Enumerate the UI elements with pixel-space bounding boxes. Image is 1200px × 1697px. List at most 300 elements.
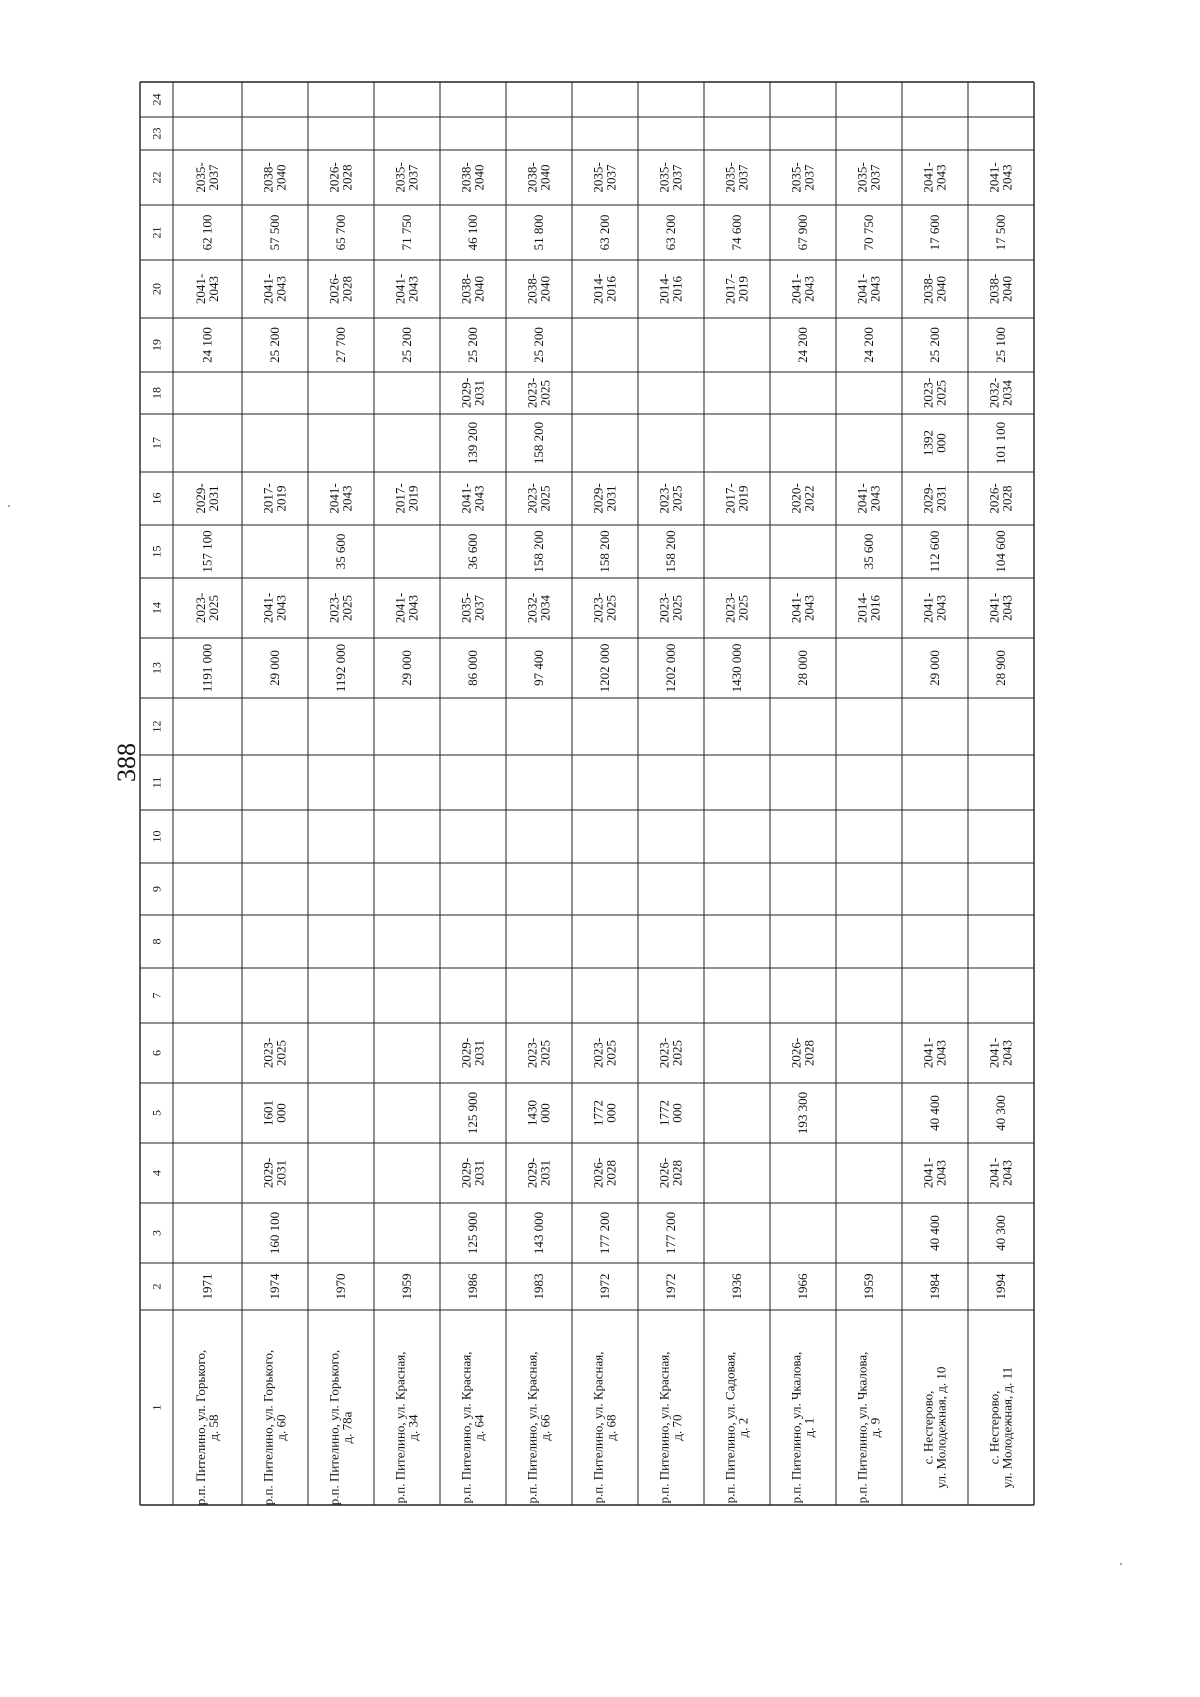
value-cell-line: 25 200 xyxy=(927,327,942,363)
value-cell-line: 1202 000 xyxy=(663,643,678,693)
value-cell-line: 2043 xyxy=(405,276,421,302)
value-cell-line: 2023- xyxy=(656,1037,672,1069)
value-cell-line: 2031 xyxy=(933,485,949,512)
year-cell xyxy=(200,1274,215,1300)
value-cell-line: 2031 xyxy=(537,1160,553,1186)
value-cell xyxy=(525,1158,553,1188)
value-cell xyxy=(525,378,553,408)
address-cell-line: д. 68 xyxy=(603,1414,619,1441)
value-cell-line: 2037 xyxy=(801,164,817,191)
value-cell xyxy=(525,483,553,513)
value-cell-line: 2040 xyxy=(933,276,949,302)
address-cell-line: д. 70 xyxy=(669,1414,685,1441)
value-cell xyxy=(193,274,221,304)
value-cell-line: 2041- xyxy=(986,1157,1002,1189)
column-number-line: 9 xyxy=(149,886,164,892)
value-cell-line: 2026- xyxy=(986,483,1002,514)
value-cell-line: 2025 xyxy=(669,485,685,512)
column-number-line: 17 xyxy=(149,437,164,449)
value-cell-line: 2028 xyxy=(669,1160,685,1186)
value-cell-line: 2025 xyxy=(537,380,553,406)
year-cell xyxy=(795,1273,810,1300)
value-cell-line: 2029- xyxy=(458,377,474,409)
column-number-line: 24 xyxy=(149,93,164,106)
value-cell xyxy=(855,274,883,304)
year-cell-line: 1972 xyxy=(597,1273,612,1300)
value-cell xyxy=(465,422,480,464)
value-cell-line: 2020- xyxy=(788,483,804,514)
value-cell-line: 2040 xyxy=(537,164,553,191)
address-cell xyxy=(525,1352,553,1504)
column-number xyxy=(150,993,164,999)
value-cell-line: 2032- xyxy=(986,377,1002,409)
value-cell xyxy=(591,483,619,513)
column-number xyxy=(150,172,164,184)
value-cell-line: 71 750 xyxy=(399,214,414,251)
column-number-line: 22 xyxy=(149,171,164,184)
address-cell-line: р.п. Пителино, ул. Красная, xyxy=(524,1351,540,1504)
address-cell xyxy=(921,1367,949,1489)
value-cell-line: 2034 xyxy=(537,595,553,621)
value-cell-line: 86 000 xyxy=(465,650,480,686)
value-cell-line: 25 100 xyxy=(993,327,1008,363)
value-cell-line: 74 600 xyxy=(729,214,744,251)
value-cell xyxy=(657,593,685,623)
address-cell-line: р.п. Пителино, ул. Горького, xyxy=(260,1349,276,1506)
value-cell-line: 2025 xyxy=(339,595,355,621)
value-cell-line: 2023- xyxy=(920,377,936,409)
value-cell xyxy=(657,483,685,513)
value-cell-line: 2028 xyxy=(603,1160,619,1186)
column-number xyxy=(150,602,164,614)
value-cell-line: 193 300 xyxy=(795,1091,810,1135)
value-cell-line: 62 100 xyxy=(199,214,215,251)
column-number-line: 19 xyxy=(149,339,164,351)
value-cell-line: 2031 xyxy=(471,380,487,406)
year-cell-line: 1936 xyxy=(729,1273,744,1300)
value-cell xyxy=(657,1100,685,1126)
value-cell xyxy=(861,534,876,570)
value-cell-line: 17 600 xyxy=(927,214,942,251)
value-cell-line: 40 400 xyxy=(927,1215,942,1251)
value-cell xyxy=(987,483,1015,513)
value-cell xyxy=(591,1038,619,1068)
value-cell-line: 70 750 xyxy=(861,214,876,251)
value-cell xyxy=(261,1038,289,1068)
value-cell-line: 2043 xyxy=(273,595,289,621)
value-cell-line: 2014- xyxy=(656,273,672,305)
value-cell-line: 112 600 xyxy=(927,530,942,573)
column-number xyxy=(150,721,164,733)
value-cell-line: 1191 000 xyxy=(199,643,215,693)
year-cell-line: 1986 xyxy=(465,1273,480,1300)
value-cell xyxy=(261,593,289,623)
value-cell xyxy=(531,327,546,363)
value-cell-line: 177 200 xyxy=(663,1211,678,1255)
value-cell-line: 1601 xyxy=(260,1100,276,1126)
address-cell-line: ул. Молодежная, д. 10 xyxy=(933,1366,949,1489)
value-cell xyxy=(393,162,421,192)
value-cell xyxy=(327,162,355,192)
value-cell-line: 1392 xyxy=(920,430,936,456)
value-cell-line: 177 200 xyxy=(597,1211,612,1255)
value-cell-line: 1772 xyxy=(656,1100,672,1126)
column-number-line: 15 xyxy=(149,545,164,558)
address-cell xyxy=(855,1352,883,1504)
column-number xyxy=(150,1110,164,1116)
value-cell xyxy=(525,593,553,623)
column-number-line: 3 xyxy=(149,1230,164,1236)
year-cell-line: 1994 xyxy=(993,1273,1008,1300)
address-cell-line: р.п. Пителино, ул. Горького, xyxy=(326,1349,342,1506)
value-cell xyxy=(261,1158,289,1188)
address-cell-line: р.п. Пителино, ул. Горького, xyxy=(193,1349,208,1506)
year-cell xyxy=(993,1273,1008,1300)
value-cell-line: 2029- xyxy=(260,1157,276,1189)
value-cell xyxy=(591,162,619,192)
value-cell-line: 2038- xyxy=(458,162,474,193)
value-cell-line: 25 200 xyxy=(531,327,546,363)
value-cell-line: 2035- xyxy=(788,162,804,193)
column-number xyxy=(150,1405,164,1411)
value-cell-line: 2041- xyxy=(326,483,342,514)
value-cell xyxy=(465,327,480,363)
value-cell-line: 35 600 xyxy=(861,533,876,570)
value-cell-line: 2035- xyxy=(590,162,606,193)
value-cell-line: 1430 xyxy=(524,1100,540,1126)
column-number xyxy=(150,283,164,295)
value-cell xyxy=(927,1215,942,1251)
value-cell-line: 2041- xyxy=(193,273,208,305)
value-cell-line: 2025 xyxy=(206,595,221,621)
year-cell xyxy=(465,1273,480,1300)
value-cell xyxy=(861,327,876,363)
address-cell-line: р.п. Пителино, ул. Красная, xyxy=(590,1351,606,1504)
value-cell xyxy=(459,378,487,408)
value-cell-line: 2037 xyxy=(867,164,883,191)
value-cell xyxy=(987,378,1015,408)
value-cell xyxy=(723,593,751,623)
value-cell xyxy=(921,274,949,304)
value-cell-line: 2040 xyxy=(273,164,289,191)
address-cell xyxy=(789,1352,817,1504)
value-cell xyxy=(200,530,215,572)
value-cell xyxy=(267,215,282,251)
column-number-line: 11 xyxy=(149,776,164,789)
value-cell xyxy=(200,215,215,251)
address-cell-line: д. 64 xyxy=(471,1414,487,1441)
value-cell-line: 158 200 xyxy=(531,530,546,573)
year-cell-line: 1959 xyxy=(399,1273,414,1300)
value-cell-line: 51 800 xyxy=(531,214,546,251)
value-cell-line: 1772 xyxy=(590,1100,606,1126)
value-cell-line: 2031 xyxy=(471,1040,487,1066)
value-cell xyxy=(459,1158,487,1188)
year-cell-line: 1970 xyxy=(333,1273,348,1300)
value-cell-line: 2025 xyxy=(603,1040,619,1066)
address-cell-line: р.п. Пителино, ул. Садовая, xyxy=(722,1351,738,1504)
column-number xyxy=(150,227,164,239)
value-cell xyxy=(789,162,817,192)
value-cell xyxy=(267,650,282,686)
value-cell-line: 2043 xyxy=(206,276,221,302)
value-cell-line: 2014- xyxy=(854,592,870,624)
year-cell-line: 1972 xyxy=(663,1273,678,1300)
value-cell-line: 40 400 xyxy=(927,1095,942,1131)
value-cell-line: 000 xyxy=(603,1103,619,1123)
value-cell xyxy=(921,1158,949,1188)
value-cell-line: 2029- xyxy=(590,483,606,514)
value-cell-line: 2043 xyxy=(933,1040,949,1066)
value-cell-line: 2041- xyxy=(854,483,870,514)
value-cell xyxy=(525,1038,553,1068)
value-cell-line: 2016 xyxy=(603,276,619,302)
value-cell xyxy=(993,215,1008,251)
column-number xyxy=(150,886,164,892)
value-cell-line: 2041- xyxy=(986,162,1002,193)
value-cell xyxy=(921,430,949,456)
address-cell-line: с. Нестерово, xyxy=(986,1390,1002,1465)
value-cell xyxy=(723,274,751,304)
value-cell-line: 2040 xyxy=(471,276,487,302)
value-cell-line: 36 600 xyxy=(465,533,480,570)
value-cell-line: 2043 xyxy=(933,164,949,191)
value-cell-line: 2035- xyxy=(193,162,208,193)
value-cell-line: 2038- xyxy=(986,273,1002,305)
year-cell xyxy=(597,1274,612,1300)
value-cell-line: 2038- xyxy=(524,162,540,193)
value-cell-line: 2041- xyxy=(260,592,276,624)
column-number xyxy=(150,1050,164,1056)
value-cell xyxy=(993,1215,1008,1251)
address-cell-line: д. 60 xyxy=(273,1414,289,1441)
address-cell-line: д. 9 xyxy=(867,1417,883,1438)
value-cell xyxy=(459,593,487,623)
column-number-line: 5 xyxy=(149,1110,164,1116)
value-cell xyxy=(723,483,751,513)
column-number xyxy=(150,128,164,140)
value-cell xyxy=(459,483,487,513)
value-cell xyxy=(193,162,221,192)
value-cell-line: 2041- xyxy=(788,592,804,624)
value-cell-line: 2035- xyxy=(854,162,870,193)
value-cell xyxy=(193,483,221,513)
value-cell xyxy=(987,274,1015,304)
value-cell xyxy=(393,483,421,513)
value-cell xyxy=(927,327,942,363)
value-cell-line: 2043 xyxy=(405,595,421,621)
value-cell xyxy=(663,530,678,572)
value-cell-line: 2035- xyxy=(392,162,408,193)
value-cell-line: 2041- xyxy=(920,1037,936,1069)
value-cell-line: 158 200 xyxy=(597,530,612,573)
value-cell xyxy=(657,1158,685,1188)
value-cell xyxy=(795,215,810,251)
value-cell xyxy=(663,215,678,251)
value-cell-line: 2041- xyxy=(986,1037,1002,1069)
column-number xyxy=(150,1284,164,1290)
page-number: 388 xyxy=(112,743,141,782)
value-cell-line: 97 400 xyxy=(531,650,546,686)
value-cell-line: 2016 xyxy=(669,276,685,302)
column-number-line: 8 xyxy=(149,938,164,945)
value-cell-line: 2017- xyxy=(392,483,408,514)
year-cell xyxy=(663,1274,678,1300)
value-cell xyxy=(399,327,414,363)
value-cell-line: 2038- xyxy=(458,273,474,305)
value-cell xyxy=(987,593,1015,623)
value-cell-line: 2041- xyxy=(986,592,1002,624)
value-cell-line: 158 200 xyxy=(663,530,678,573)
value-cell-line: 24 200 xyxy=(861,327,876,363)
value-cell-line: 2022 xyxy=(801,485,817,512)
value-cell xyxy=(261,483,289,513)
value-cell-line: 2041- xyxy=(854,273,870,305)
address-cell-line: д. 1 xyxy=(801,1417,817,1438)
value-cell-line: 2040 xyxy=(537,276,553,302)
column-number-line: 14 xyxy=(149,602,164,614)
value-cell-line: 57 500 xyxy=(267,214,282,251)
value-cell xyxy=(261,162,289,192)
column-number xyxy=(150,437,164,449)
value-cell xyxy=(597,215,612,251)
value-cell xyxy=(789,1038,817,1068)
value-cell xyxy=(465,534,480,570)
value-cell xyxy=(531,530,546,572)
value-cell xyxy=(333,644,348,692)
value-cell xyxy=(333,215,348,251)
value-cell xyxy=(657,274,685,304)
year-cell-line: 1983 xyxy=(531,1273,546,1300)
value-cell xyxy=(465,1092,480,1134)
address-cell-line: р.п. Пителино, ул. Чкалова, xyxy=(854,1351,870,1504)
column-number xyxy=(150,339,164,351)
column-number xyxy=(150,831,164,843)
value-cell xyxy=(267,327,282,363)
value-cell-line: 000 xyxy=(537,1103,553,1123)
address-cell-line: д. 58 xyxy=(206,1414,221,1441)
value-cell-line: 2043 xyxy=(999,1160,1015,1186)
value-cell xyxy=(597,644,612,693)
value-cell xyxy=(927,531,942,573)
value-cell xyxy=(789,593,817,623)
value-cell xyxy=(399,215,414,251)
value-cell-line: 2023- xyxy=(193,592,208,624)
address-cell xyxy=(327,1350,355,1506)
value-cell xyxy=(657,1038,685,1068)
value-cell-line: 2043 xyxy=(471,485,487,512)
value-cell-line: 2029- xyxy=(920,483,936,514)
year-cell-line: 1966 xyxy=(795,1273,810,1300)
value-cell-line: 2028 xyxy=(999,485,1015,512)
address-cell-line: ул. Молодежная, д. 11 xyxy=(999,1366,1015,1489)
address-cell xyxy=(193,1350,221,1506)
column-number-line: 2 xyxy=(149,1283,164,1290)
value-cell-line: 125 900 xyxy=(465,1211,480,1255)
value-cell-line: 2043 xyxy=(999,164,1015,191)
value-cell xyxy=(993,1095,1008,1131)
year-cell xyxy=(333,1274,348,1300)
value-cell xyxy=(531,422,546,464)
column-number-line: 16 xyxy=(149,492,164,505)
column-number-line: 21 xyxy=(149,226,164,239)
value-cell-line: 2023- xyxy=(656,483,672,514)
address-cell xyxy=(987,1367,1015,1488)
value-cell xyxy=(591,593,619,623)
value-cell-line: 2043 xyxy=(273,276,289,302)
value-cell-line: 2017- xyxy=(722,483,738,514)
address-cell-line: с. Нестерово, xyxy=(920,1390,936,1465)
scan-speck xyxy=(8,505,10,507)
value-cell-line: 24 100 xyxy=(199,327,215,363)
value-cell-line: 2037 xyxy=(735,164,751,191)
value-cell-line: 40 300 xyxy=(993,1215,1008,1251)
value-cell xyxy=(855,162,883,192)
value-cell-line: 2037 xyxy=(405,164,421,191)
column-number xyxy=(150,1170,164,1176)
value-cell xyxy=(200,644,215,692)
scan-speck xyxy=(1120,1563,1122,1565)
value-cell-line: 2029- xyxy=(524,1157,540,1189)
value-cell xyxy=(729,215,744,251)
value-cell-line: 1202 000 xyxy=(597,643,612,693)
year-cell-line: 1971 xyxy=(199,1273,215,1300)
value-cell-line: 1192 000 xyxy=(333,643,348,693)
value-cell-line: 000 xyxy=(669,1103,685,1123)
value-cell-line: 35 600 xyxy=(333,533,348,570)
value-cell-line: 101 100 xyxy=(993,421,1008,465)
value-cell xyxy=(465,1212,480,1254)
value-cell-line: 46 100 xyxy=(465,214,480,251)
value-cell xyxy=(267,1212,282,1254)
column-number xyxy=(150,387,164,399)
value-cell-line: 2019 xyxy=(405,485,421,512)
value-cell-line: 2035- xyxy=(656,162,672,193)
value-cell-line: 2043 xyxy=(339,485,355,512)
value-cell-line: 2043 xyxy=(999,1040,1015,1066)
value-cell xyxy=(987,1038,1015,1068)
value-cell-line: 2029- xyxy=(458,1157,474,1189)
value-cell xyxy=(591,1158,619,1188)
value-cell-line: 2023- xyxy=(524,377,540,409)
value-cell-line: 28 900 xyxy=(993,650,1008,686)
value-cell-line: 2025 xyxy=(933,380,949,406)
value-cell xyxy=(327,274,355,304)
value-cell-line: 2040 xyxy=(471,164,487,191)
column-number xyxy=(150,546,164,558)
value-cell-line: 63 200 xyxy=(597,214,612,251)
value-cell-line: 2041- xyxy=(392,592,408,624)
value-cell-line: 2041- xyxy=(392,273,408,305)
value-cell-line: 2016 xyxy=(867,595,883,621)
value-cell-line: 2041- xyxy=(260,273,276,305)
value-cell xyxy=(531,1212,546,1254)
value-cell-line: 2026- xyxy=(656,1157,672,1189)
value-cell-line: 2026- xyxy=(326,162,342,193)
value-cell-line: 2023- xyxy=(656,592,672,624)
value-cell-line: 2041- xyxy=(920,162,936,193)
value-cell-line: 2023- xyxy=(590,1037,606,1069)
value-cell-line: 000 xyxy=(273,1103,289,1123)
value-cell-line: 2043 xyxy=(999,595,1015,621)
value-cell xyxy=(855,483,883,513)
column-number-line: 13 xyxy=(149,662,164,674)
value-cell-line: 2037 xyxy=(669,164,685,191)
address-cell-line: д. 2 xyxy=(735,1417,751,1438)
column-number-line: 18 xyxy=(149,387,164,399)
column-number-line: 10 xyxy=(149,830,164,843)
value-cell-line: 2028 xyxy=(339,276,355,302)
